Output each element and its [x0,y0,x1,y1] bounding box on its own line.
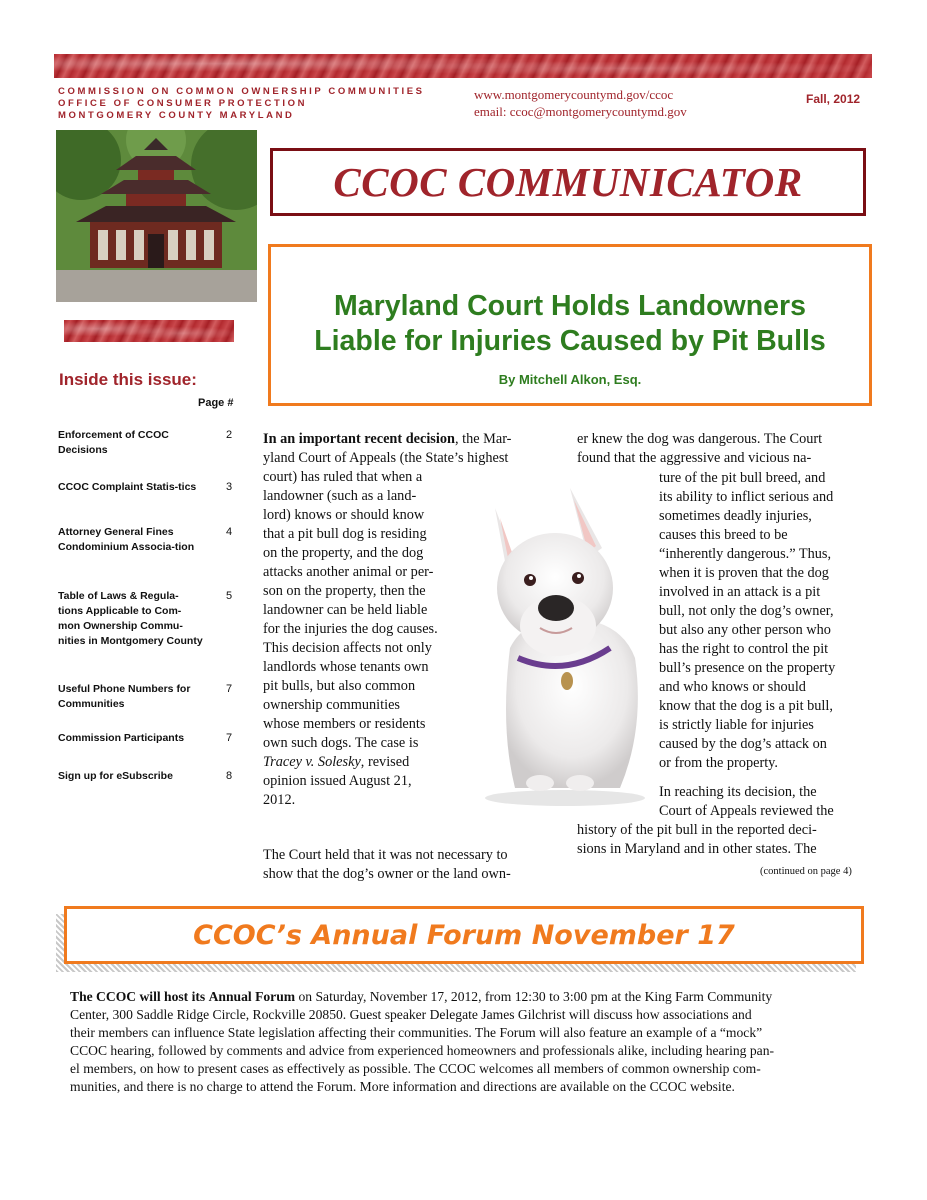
toc-item[interactable] [58,480,243,495]
article-line: pit bulls, but also common [263,678,416,694]
toc-page-header: Page # [198,397,234,409]
headline-line: Liable for Injuries Caused by Pit Bulls [314,325,826,357]
forum-lead-bold: The CCOC will host its [70,989,206,1004]
article-line: sometimes deadly injuries, [659,508,812,524]
article-line: er knew the dog was dangerous. The Court [577,431,823,447]
article-line: ture of the pit bull breed, and [659,470,826,486]
article-line: that a pit bull dog is residing [263,526,427,542]
forum-line: el members, on how to present cases as effectively as possible. The CCOC welcomes all members of common ownership com- [70,1061,761,1076]
toc-item-page: 2 [226,429,233,441]
toc-item-page: 5 [226,590,233,602]
newsletter-title: CCOC COMMUNICATOR [333,159,803,205]
email-link[interactable]: email: ccoc@montgomerycountymd.gov [474,104,687,119]
article-line: caused by the dog’s attack on [659,736,827,752]
dog-illustration [470,478,650,808]
org-line-commission: COMMISSION ON COMMON OWNERSHIP COMMUNITIES [58,86,425,97]
org-line-office: OFFICE OF CONSUMER PROTECTION [58,98,308,109]
article-line: or from the property. [659,755,778,771]
toc-title: Inside this issue: [59,370,197,389]
article-line: landlords whose tenants own [263,659,429,675]
toc-item-label: Table of Laws & Regula-tions Applicable to Com-mon Ownership Commu-nities in Montgomery County [58,590,203,647]
article-line: on the property, and the dog [263,545,424,561]
toc-item-label: Enforcement of CCOC Decisions [58,429,169,456]
article-line: landowner (such as a land- [263,488,417,504]
article-column-right-wrap [659,469,869,773]
article-line: opinion issued August 21, [263,773,412,789]
article-column-left-continued [263,846,553,884]
article-line: its ability to inflict serious and [659,489,834,505]
continued-note: (continued on page 4) [760,866,852,877]
pagoda-illustration [56,130,257,302]
article-line: 2012. [263,792,296,808]
article-line: has the right to control the pit [659,641,829,657]
article-line: history of the pit bull in the reported deci- [577,822,817,838]
lead-phrase: In an important recent decision [263,431,455,447]
toc-item-label: Attorney General Fines Condominium Associa-tion [58,526,195,553]
article-line: “inherently dangerous.” Thus, [659,546,832,562]
article-line: found that the aggressive and vicious na- [577,450,812,466]
article-line: attacks another animal or per- [263,564,434,580]
article-line: for the injuries the dog causes. [263,621,438,637]
contact-info [474,86,687,120]
toc-item[interactable] [58,589,243,649]
website-link[interactable]: www.montgomerycountymd.gov/ccoc [474,87,674,102]
article-line: In reaching its decision, the [659,784,817,800]
article-line: and who knows or should [659,679,806,695]
article-line: lord) knows or should know [263,507,425,523]
article-line: The Court held that it was not necessary to [263,847,508,863]
pagoda-photo [56,130,257,302]
article-text: , the Mar- [454,431,512,447]
decorative-marble-band [54,54,872,78]
organization-name [58,86,425,122]
forum-line: their members can influence State legislation affecting their communities. The Forum will also feature an example of a “mock” [70,1025,763,1040]
toc-item-page: 4 [226,526,233,538]
toc-item[interactable] [58,525,243,555]
article-line: bull’s presence on the property [659,660,836,676]
lead-article-header [268,244,872,406]
article-line: Court of Appeals reviewed the [659,803,834,819]
article-text: , revised [360,754,410,770]
toc-item-page: 3 [226,481,233,493]
article-line [263,430,553,449]
article-line: sions in Maryland and in other states. The [577,841,817,857]
byline: By Mitchell Alkon, Esq. [498,372,642,387]
forum-paragraph [70,988,870,1096]
article-line: whose members or residents [263,716,426,732]
article-line: ownership communities [263,697,400,713]
headline-line: Maryland Court Holds Landowners [334,290,806,322]
masthead [270,148,866,216]
toc-item-label: Sign up for eSubscribe [58,770,173,782]
article-line: landowner can be held liable [263,602,428,618]
case-name: Tracey v. Solesky [263,754,361,770]
article-line: but also any other person who [659,622,831,638]
article-line: when it is proven that the dog [659,565,829,581]
article-line: own such dogs. The case is [263,735,419,751]
toc-item-page: 7 [226,732,233,744]
toc-item[interactable] [58,731,243,746]
article-line: son on the property, then the [263,583,426,599]
toc-item-label: Useful Phone Numbers for Communities [58,683,191,710]
article-line: causes this breed to be [659,527,788,543]
forum-line: Center, 300 Saddle Ridge Circle, Rockville 20850. Guest speaker Delegate James Gilchrist will discuss how associations and [70,1007,752,1022]
pit-bull-photo [470,478,650,808]
article-line: yland Court of Appeals (the State’s highest [263,450,509,466]
article-line: bull, not only the dog’s owner, [659,603,834,619]
article-line: involved in an attack is a pit [659,584,821,600]
forum-text: on Saturday, November 17, 2012, from 12:30 to 3:00 pm at the King Farm Community [295,989,773,1004]
toc-item[interactable] [58,428,243,458]
article-line: This decision affects not only [263,640,432,656]
forum-line: munities, and there is no charge to attend the Forum. More information and directions are available on the CCOC website. [70,1079,735,1094]
toc-item[interactable] [58,682,243,712]
toc-item-page: 8 [226,770,233,782]
toc-item-label: CCOC Complaint Statis-tics [58,481,197,493]
forum-line [70,988,870,1006]
article-line: show that the dog’s owner or the land own- [263,866,511,882]
forum-title: CCOC’s Annual Forum November 17 [193,919,735,951]
issue-date: Fall, 2012 [806,92,861,106]
article-line: is strictly liable for injuries [659,717,814,733]
org-line-county: MONTGOMERY COUNTY MARYLAND [58,110,295,121]
article-line: court) has ruled that when a [263,469,423,485]
decorative-marble-band-small [64,320,234,342]
toc-item[interactable] [58,769,243,784]
toc-item-page: 7 [226,683,233,695]
forum-banner [64,906,864,964]
toc-item-label: Commission Participants [58,732,185,744]
article-column-right [577,430,869,468]
forum-line: CCOC hearing, followed by comments and advice from experienced homeowners and professionals alike, including hearing pan- [70,1043,775,1058]
lead-headline [271,289,869,359]
forum-name-bold: Annual Forum [208,989,296,1004]
article-line: know that the dog is a pit bull, [659,698,833,714]
